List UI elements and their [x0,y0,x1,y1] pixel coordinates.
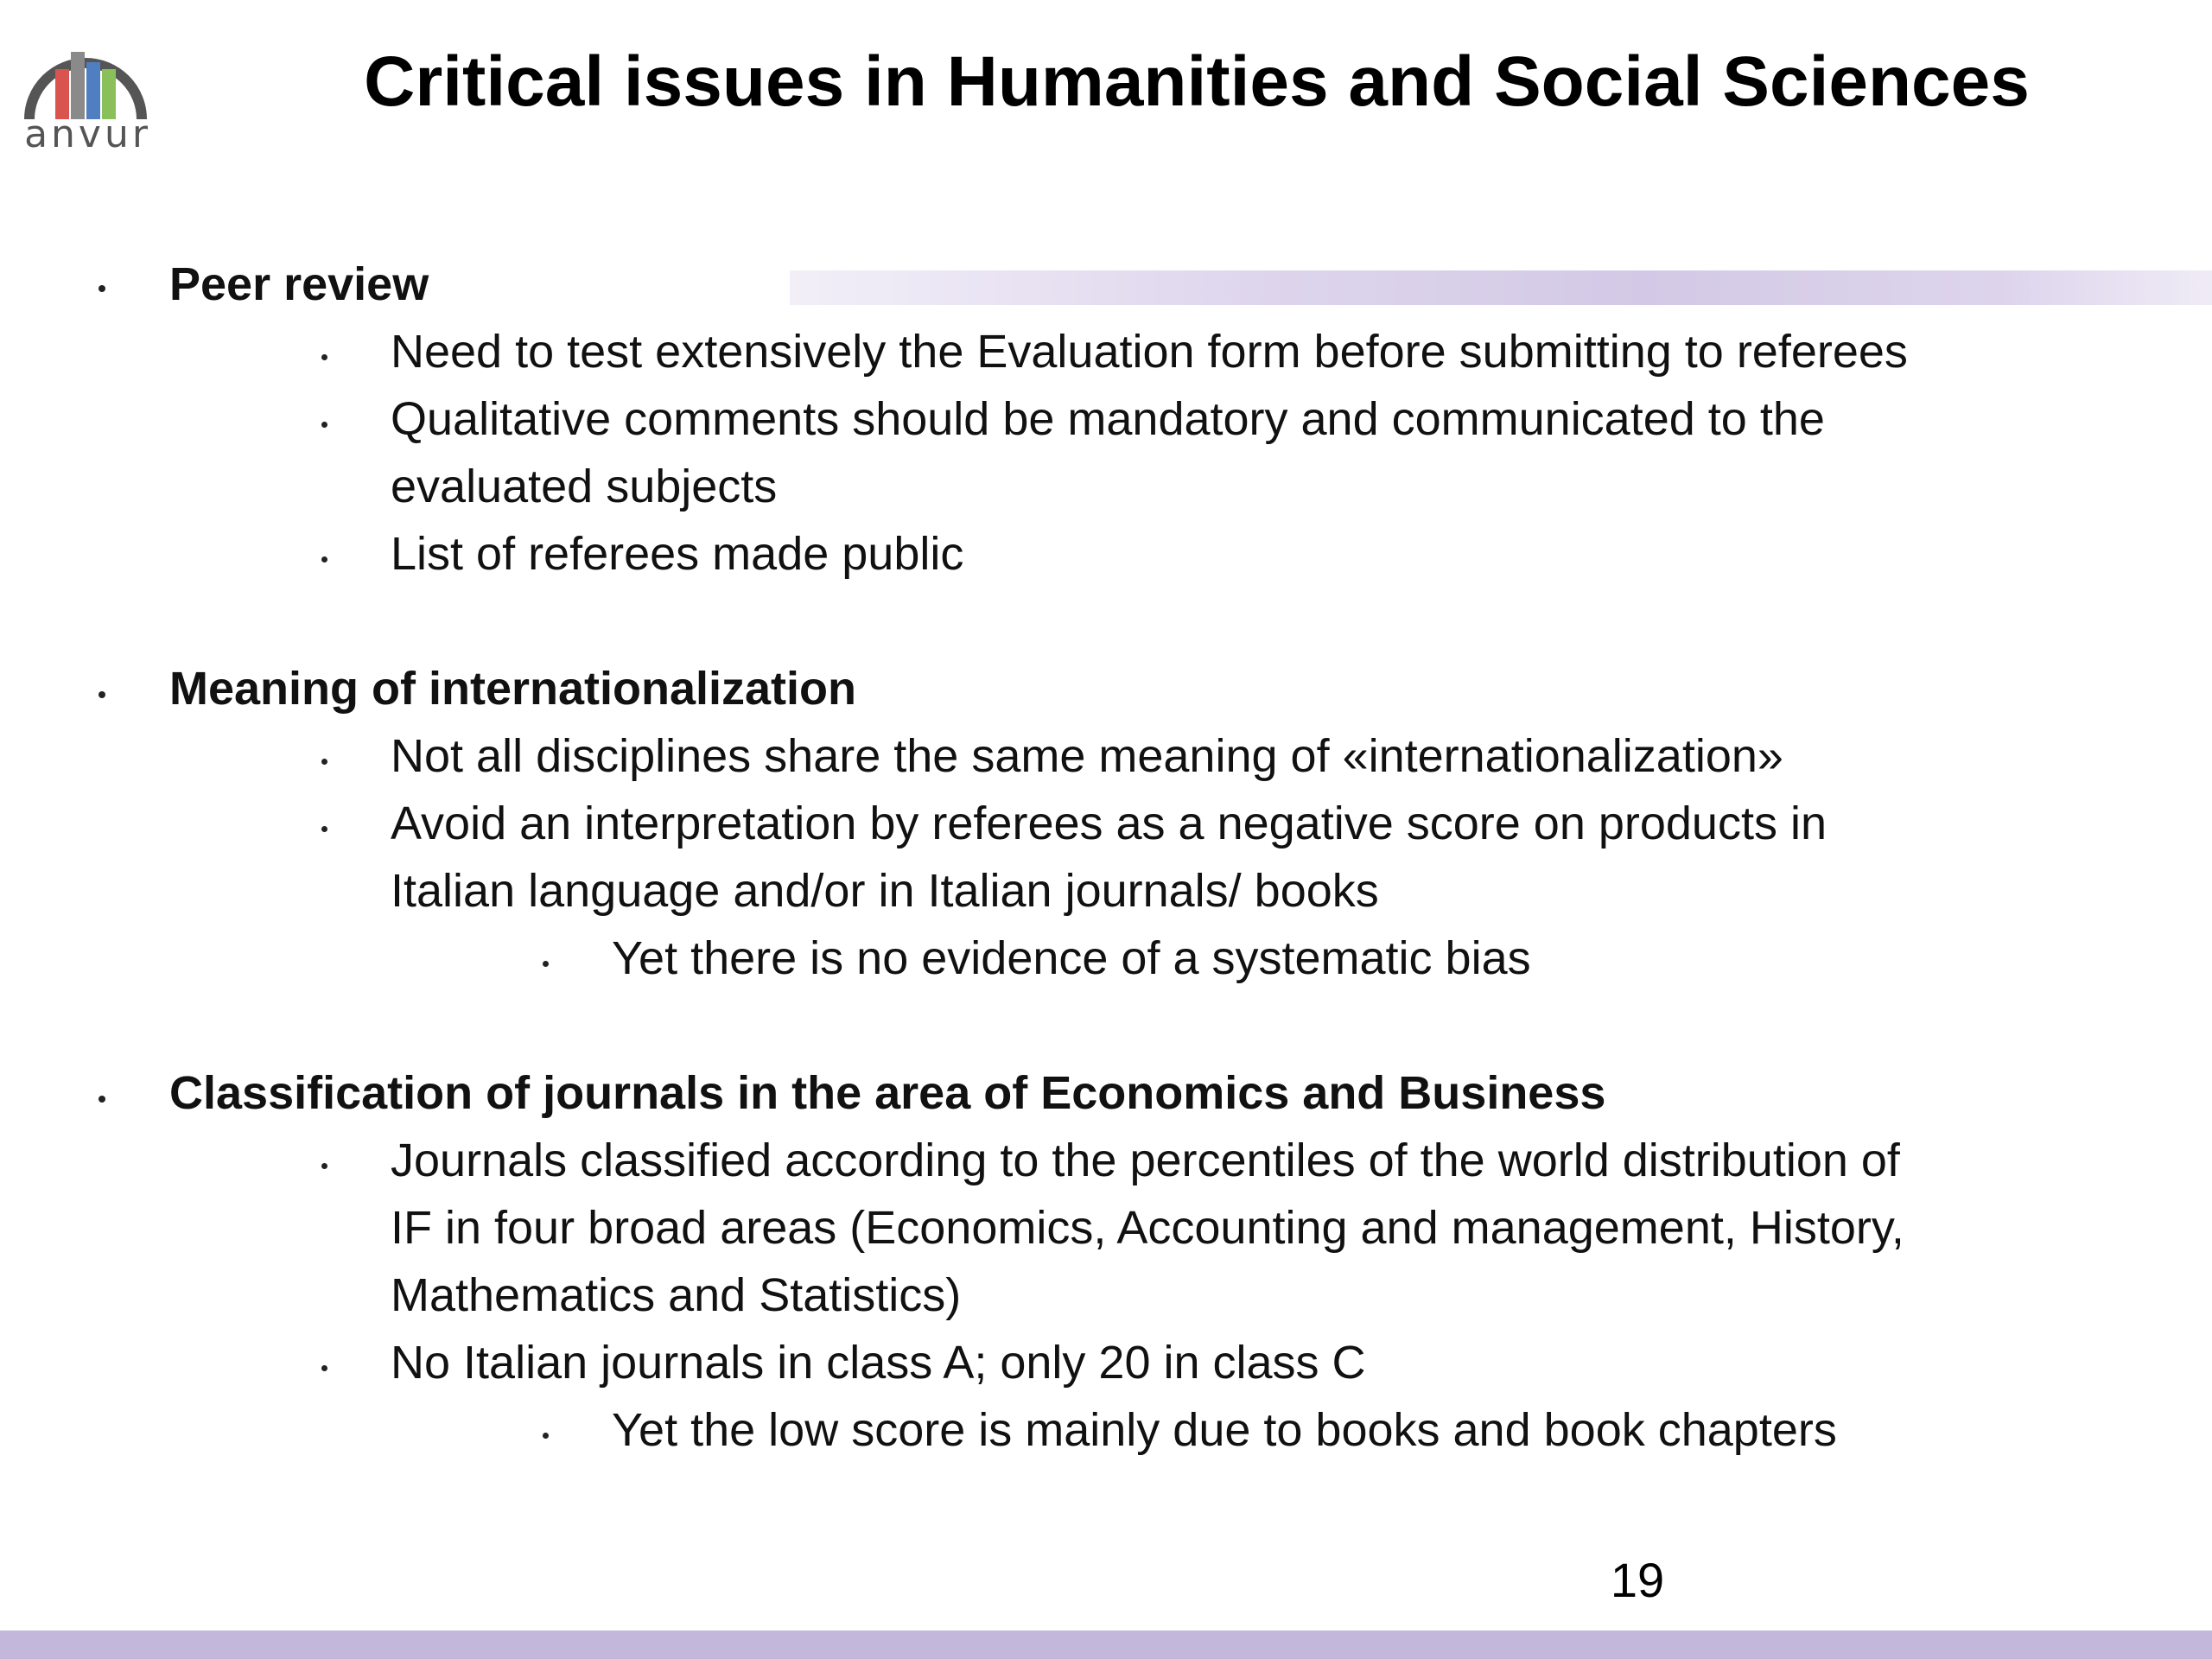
list-item-continuation: Italian language and/or in Italian journals/ books [391,865,1379,917]
bullet-dot [543,1433,549,1439]
bullet-dot [321,1163,327,1169]
list-subitem: Yet the low score is mainly due to books and book chapters [612,1404,1837,1456]
list-item: List of referees made public [391,528,964,580]
section-heading-peer-review: Peer review [169,258,429,310]
list-item-continuation: Mathematics and Statistics) [391,1269,962,1321]
bullet-dot [321,759,327,765]
slide-title: Critical issues in Humanities and Social Sciences [364,42,2030,121]
bullet-dot [99,691,105,698]
page-number: 19 [1610,1553,1665,1607]
bullet-dot [543,961,549,967]
list-item-continuation: evaluated subjects [391,461,778,512]
list-subitem: Yet there is no evidence of a systematic bias [612,932,1531,984]
bullet-dot [321,826,327,832]
bullet-dot [321,1365,327,1371]
bullet-dot [99,1096,105,1103]
list-item: No Italian journals in class A; only 20 in class C [391,1337,1366,1389]
bullet-dot [321,556,327,563]
list-item: Journals classified according to the percentiles of the world distribution of [391,1135,1900,1186]
list-item-continuation: IF in four broad areas (Economics, Accounting and management, History, [391,1202,1904,1254]
bullet-dot [321,422,327,428]
list-item: Avoid an interpretation by referees as a negative score on products in [391,798,1827,849]
bullet-dot [321,354,327,360]
section-heading-internationalization: Meaning of internationalization [169,663,856,715]
list-item: Not all disciplines share the same meaning of «internationalization» [391,730,1783,782]
section-heading-journal-classification: Classification of journals in the area of Economics and Business [169,1067,1606,1119]
bullet-dot [99,285,105,292]
logo-wordmark: anvur [24,112,151,156]
list-item: Qualitative comments should be mandatory and communicated to the [391,393,1825,445]
list-item: Need to test extensively the Evaluation form before submitting to referees [391,326,1908,378]
footer-bar [0,1630,2212,1659]
